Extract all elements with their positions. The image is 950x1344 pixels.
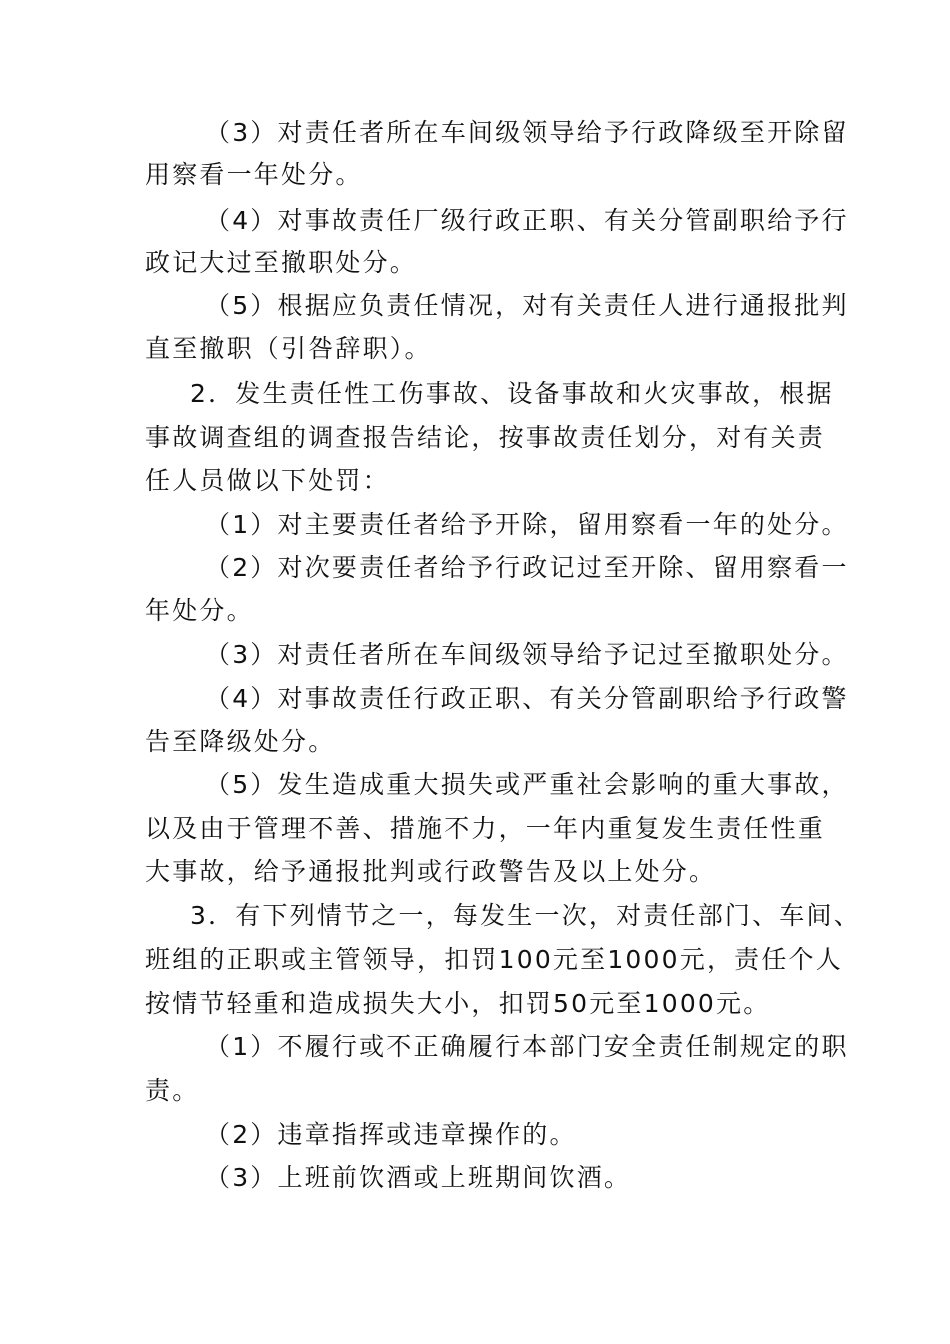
text-line: 直至撤职（引咎辞职）。 (145, 334, 432, 363)
text-line: （4）对事故责任行政正职、有关分管副职给予行政警 (205, 684, 849, 713)
text-line: 以及由于管理不善、措施不力，一年内重复发生责任性重 (145, 814, 826, 843)
text-line: （1）对主要责任者给予开除，留用察看一年的处分。 (205, 510, 849, 539)
text-line: （3）对责任者所在车间级领导给予行政降级至开除留 (205, 118, 849, 147)
text-line: 责。 (145, 1076, 200, 1105)
text-line: （2）违章指挥或违章操作的。 (205, 1120, 577, 1149)
text-line: 2．发生责任性工伤事故、设备事故和火灾事故，根据 (190, 379, 834, 408)
text-line: （1）不履行或不正确履行本部门安全责任制规定的职 (205, 1032, 849, 1061)
text-line: （3）对责任者所在车间级领导给予记过至撤职处分。 (205, 640, 849, 669)
text-line: 年处分。 (145, 596, 254, 625)
text-line: 事故调查组的调查报告结论，按事故责任划分，对有关责 (145, 423, 826, 452)
text-line: 告至降级处分。 (145, 727, 336, 756)
text-line: （2）对次要责任者给予行政记过至开除、留用察看一 (205, 553, 849, 582)
text-line: 政记大过至撤职处分。 (145, 248, 418, 277)
text-line: 3．有下列情节之一，每发生一次，对责任部门、车间、 (190, 901, 861, 930)
text-line: 班组的正职或主管领导，扣罚100元至1000元，责任个人 (145, 945, 843, 974)
text-line: 用察看一年处分。 (145, 160, 363, 189)
text-line: （4）对事故责任厂级行政正职、有关分管副职给予行 (205, 206, 849, 235)
text-line: 任人员做以下处罚： (145, 466, 390, 495)
text-line: 按情节轻重和造成损失大小，扣罚50元至1000元。 (145, 989, 771, 1018)
text-line: 大事故，给予通报批判或行政警告及以上处分。 (145, 857, 717, 886)
text-line: （5）发生造成重大损失或严重社会影响的重大事故， (205, 770, 849, 799)
text-line: （5）根据应负责任情况，对有关责任人进行通报批判 (205, 291, 849, 320)
text-line: （3）上班前饮酒或上班期间饮酒。 (205, 1163, 632, 1192)
